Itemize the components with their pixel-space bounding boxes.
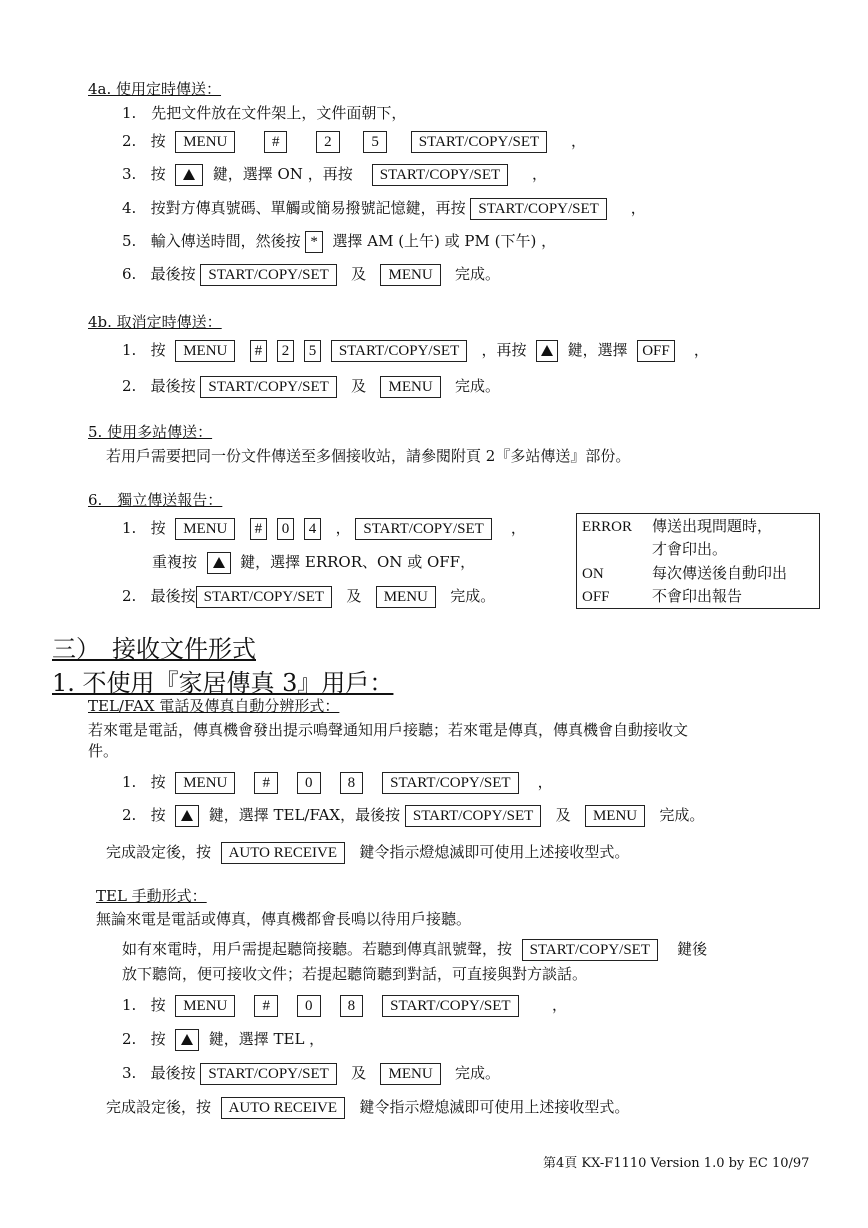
step-6-2: 2. 最後按 START/COPY/SET 及 MENU 完成。: [122, 586, 495, 608]
key-menu: MENU: [585, 805, 645, 827]
tel-done: 完成設定後，按 AUTO RECEIVE 鍵令指示燈熄滅即可使用上述接收型式。: [106, 1097, 629, 1119]
key-menu: MENU: [175, 131, 235, 153]
note-row: 才會印出。: [652, 540, 728, 558]
up-triangle-icon: [213, 557, 225, 568]
part-3-title: 三） 接收文件形式: [52, 635, 256, 663]
tel-step-2: 2. 按 鍵，選擇 TEL ，: [122, 1029, 324, 1051]
up-arrow-key: [207, 552, 231, 574]
key-off: OFF: [637, 340, 675, 362]
key-start-copy-set: START/COPY/SET: [196, 586, 332, 608]
key-menu: MENU: [380, 264, 440, 286]
key-auto-receive: AUTO RECEIVE: [221, 1097, 345, 1119]
key-hash: #: [254, 772, 278, 794]
key-auto-receive: AUTO RECEIVE: [221, 842, 345, 864]
note-row: OFF 不會印出報告: [582, 587, 743, 605]
tel-step-3: 3. 最後按 START/COPY/SET 及 MENU 完成。: [122, 1063, 500, 1085]
step-6-1: 1. 按 MENU # 0 4 ， START/COPY/SET ，: [122, 518, 526, 540]
key-start-copy-set: START/COPY/SET: [200, 1063, 336, 1085]
key-hash: #: [250, 518, 268, 540]
key-start-copy-set: START/COPY/SET: [522, 939, 658, 961]
key-menu: MENU: [175, 772, 235, 794]
key-star: *: [305, 231, 323, 253]
telfax-body-2: 件。: [88, 742, 119, 760]
key-menu: MENU: [175, 340, 235, 362]
key-menu: MENU: [380, 376, 440, 398]
key-0: 0: [277, 518, 295, 540]
telfax-done: 完成設定後，按 AUTO RECEIVE 鍵令指示燈熄滅即可使用上述接收型式。: [106, 842, 629, 864]
tel-heading: TEL 手動形式：: [96, 887, 207, 905]
up-triangle-icon: [181, 1034, 193, 1045]
key-8: 8: [340, 772, 364, 794]
step-6-1b: 重複按 鍵，選擇 ERROR、ON 或 OFF，: [152, 552, 475, 574]
up-triangle-icon: [181, 810, 193, 821]
up-triangle-icon: [183, 169, 195, 180]
up-triangle-icon: [541, 345, 553, 356]
key-start-copy-set: START/COPY/SET: [200, 264, 336, 286]
step-4a-2: 2. 按 MENU # 2 5 START/COPY/SET ，: [122, 131, 586, 153]
key-0: 0: [297, 772, 321, 794]
up-arrow-key: [175, 1029, 199, 1051]
key-start-copy-set: START/COPY/SET: [405, 805, 541, 827]
up-arrow-key: [536, 340, 558, 362]
key-5: 5: [363, 131, 387, 153]
step-4a-6: 6. 最後按 START/COPY/SET 及 MENU 完成。: [122, 264, 500, 286]
telfax-body-1: 若來電是電話，傳真機會發出提示鳴聲通知用戶接聽；若來電是傳真，傳真機會自動接收文: [88, 721, 689, 739]
tel-step-1: 1. 按 MENU # 0 8 START/COPY/SET ，: [122, 995, 567, 1017]
up-arrow-key: [175, 164, 203, 186]
page-footer: 第4頁 KX-F1110 Version 1.0 by EC 10/97: [543, 1156, 810, 1171]
step-4a-4: 4. 按對方傳真號碼、單觸或簡易撥號記憶鍵，再按 START/COPY/SET ，: [122, 198, 646, 220]
key-0: 0: [297, 995, 321, 1017]
key-start-copy-set: START/COPY/SET: [470, 198, 606, 220]
step-4a-3: 3. 按 鍵，選擇 ON ，再按 START/COPY/SET ，: [122, 164, 547, 186]
key-menu: MENU: [376, 586, 436, 608]
key-start-copy-set: START/COPY/SET: [411, 131, 547, 153]
step-4b-1: 1. 按 MENU # 2 5 START/COPY/SET ，再按 鍵，選擇 OFF ，: [122, 340, 709, 362]
key-hash: #: [254, 995, 278, 1017]
key-start-copy-set: START/COPY/SET: [382, 772, 518, 794]
key-2: 2: [277, 340, 295, 362]
key-hash: #: [250, 340, 268, 362]
key-2: 2: [316, 131, 340, 153]
key-menu: MENU: [380, 1063, 440, 1085]
up-arrow-key: [175, 805, 199, 827]
tel-body-3: 放下聽筒，便可接收文件；若提起聽筒聽到對話，可直接與對方談話。: [122, 965, 588, 983]
note-row: ON 每次傳送後自動印出: [582, 564, 788, 582]
tel-body-1: 無論來電是電話或傳真，傳真機都會長鳴以待用戶接聽。: [96, 910, 472, 928]
key-start-copy-set: START/COPY/SET: [200, 376, 336, 398]
step-4a-1: 1. 先把文件放在文件架上，文件面朝下，: [122, 104, 407, 122]
report-options-box: [576, 513, 820, 609]
section-4a-heading: 4a. 使用定時傳送：: [88, 80, 222, 98]
key-5: 5: [304, 340, 322, 362]
note-row: ERROR 傳送出現問題時，: [582, 517, 773, 535]
key-8: 8: [340, 995, 364, 1017]
part-3-subtitle: 1. 不使用『家居傳真 3』用戶：: [52, 669, 394, 697]
section-5-body: 若用戶需要把同一份文件傳送至多個接收站，請參閱附頁 2『多站傳送』部份。: [106, 447, 631, 465]
section-4b-heading: 4b. 取消定時傳送：: [88, 313, 222, 331]
section-5-heading: 5. 使用多站傳送：: [88, 423, 213, 441]
step-4b-2: 2. 最後按 START/COPY/SET 及 MENU 完成。: [122, 376, 500, 398]
key-4: 4: [304, 518, 322, 540]
key-start-copy-set: START/COPY/SET: [372, 164, 508, 186]
key-hash: #: [264, 131, 288, 153]
key-start-copy-set: START/COPY/SET: [331, 340, 467, 362]
section-6-heading: 6. 獨立傳送報告：: [88, 491, 223, 509]
tel-body-2: 如有來電時，用戶需提起聽筒接聽。若聽到傳真訊號聲，按 START/COPY/SET 鍵後: [122, 939, 707, 961]
key-menu: MENU: [175, 518, 235, 540]
key-menu: MENU: [175, 995, 235, 1017]
key-start-copy-set: START/COPY/SET: [355, 518, 491, 540]
key-start-copy-set: START/COPY/SET: [382, 995, 518, 1017]
telfax-step-2: 2. 按 鍵，選擇 TEL/FAX，最後按 START/COPY/SET 及 MENU 完成。: [122, 805, 704, 827]
telfax-step-1: 1. 按 MENU # 0 8 START/COPY/SET ，: [122, 772, 553, 794]
telfax-heading: TEL/FAX 電話及傳真自動分辨形式：: [88, 697, 340, 715]
step-4a-5: 5. 輸入傳送時間，然後按 * 選擇 AM (上午) 或 PM (下午) ，: [122, 231, 556, 253]
